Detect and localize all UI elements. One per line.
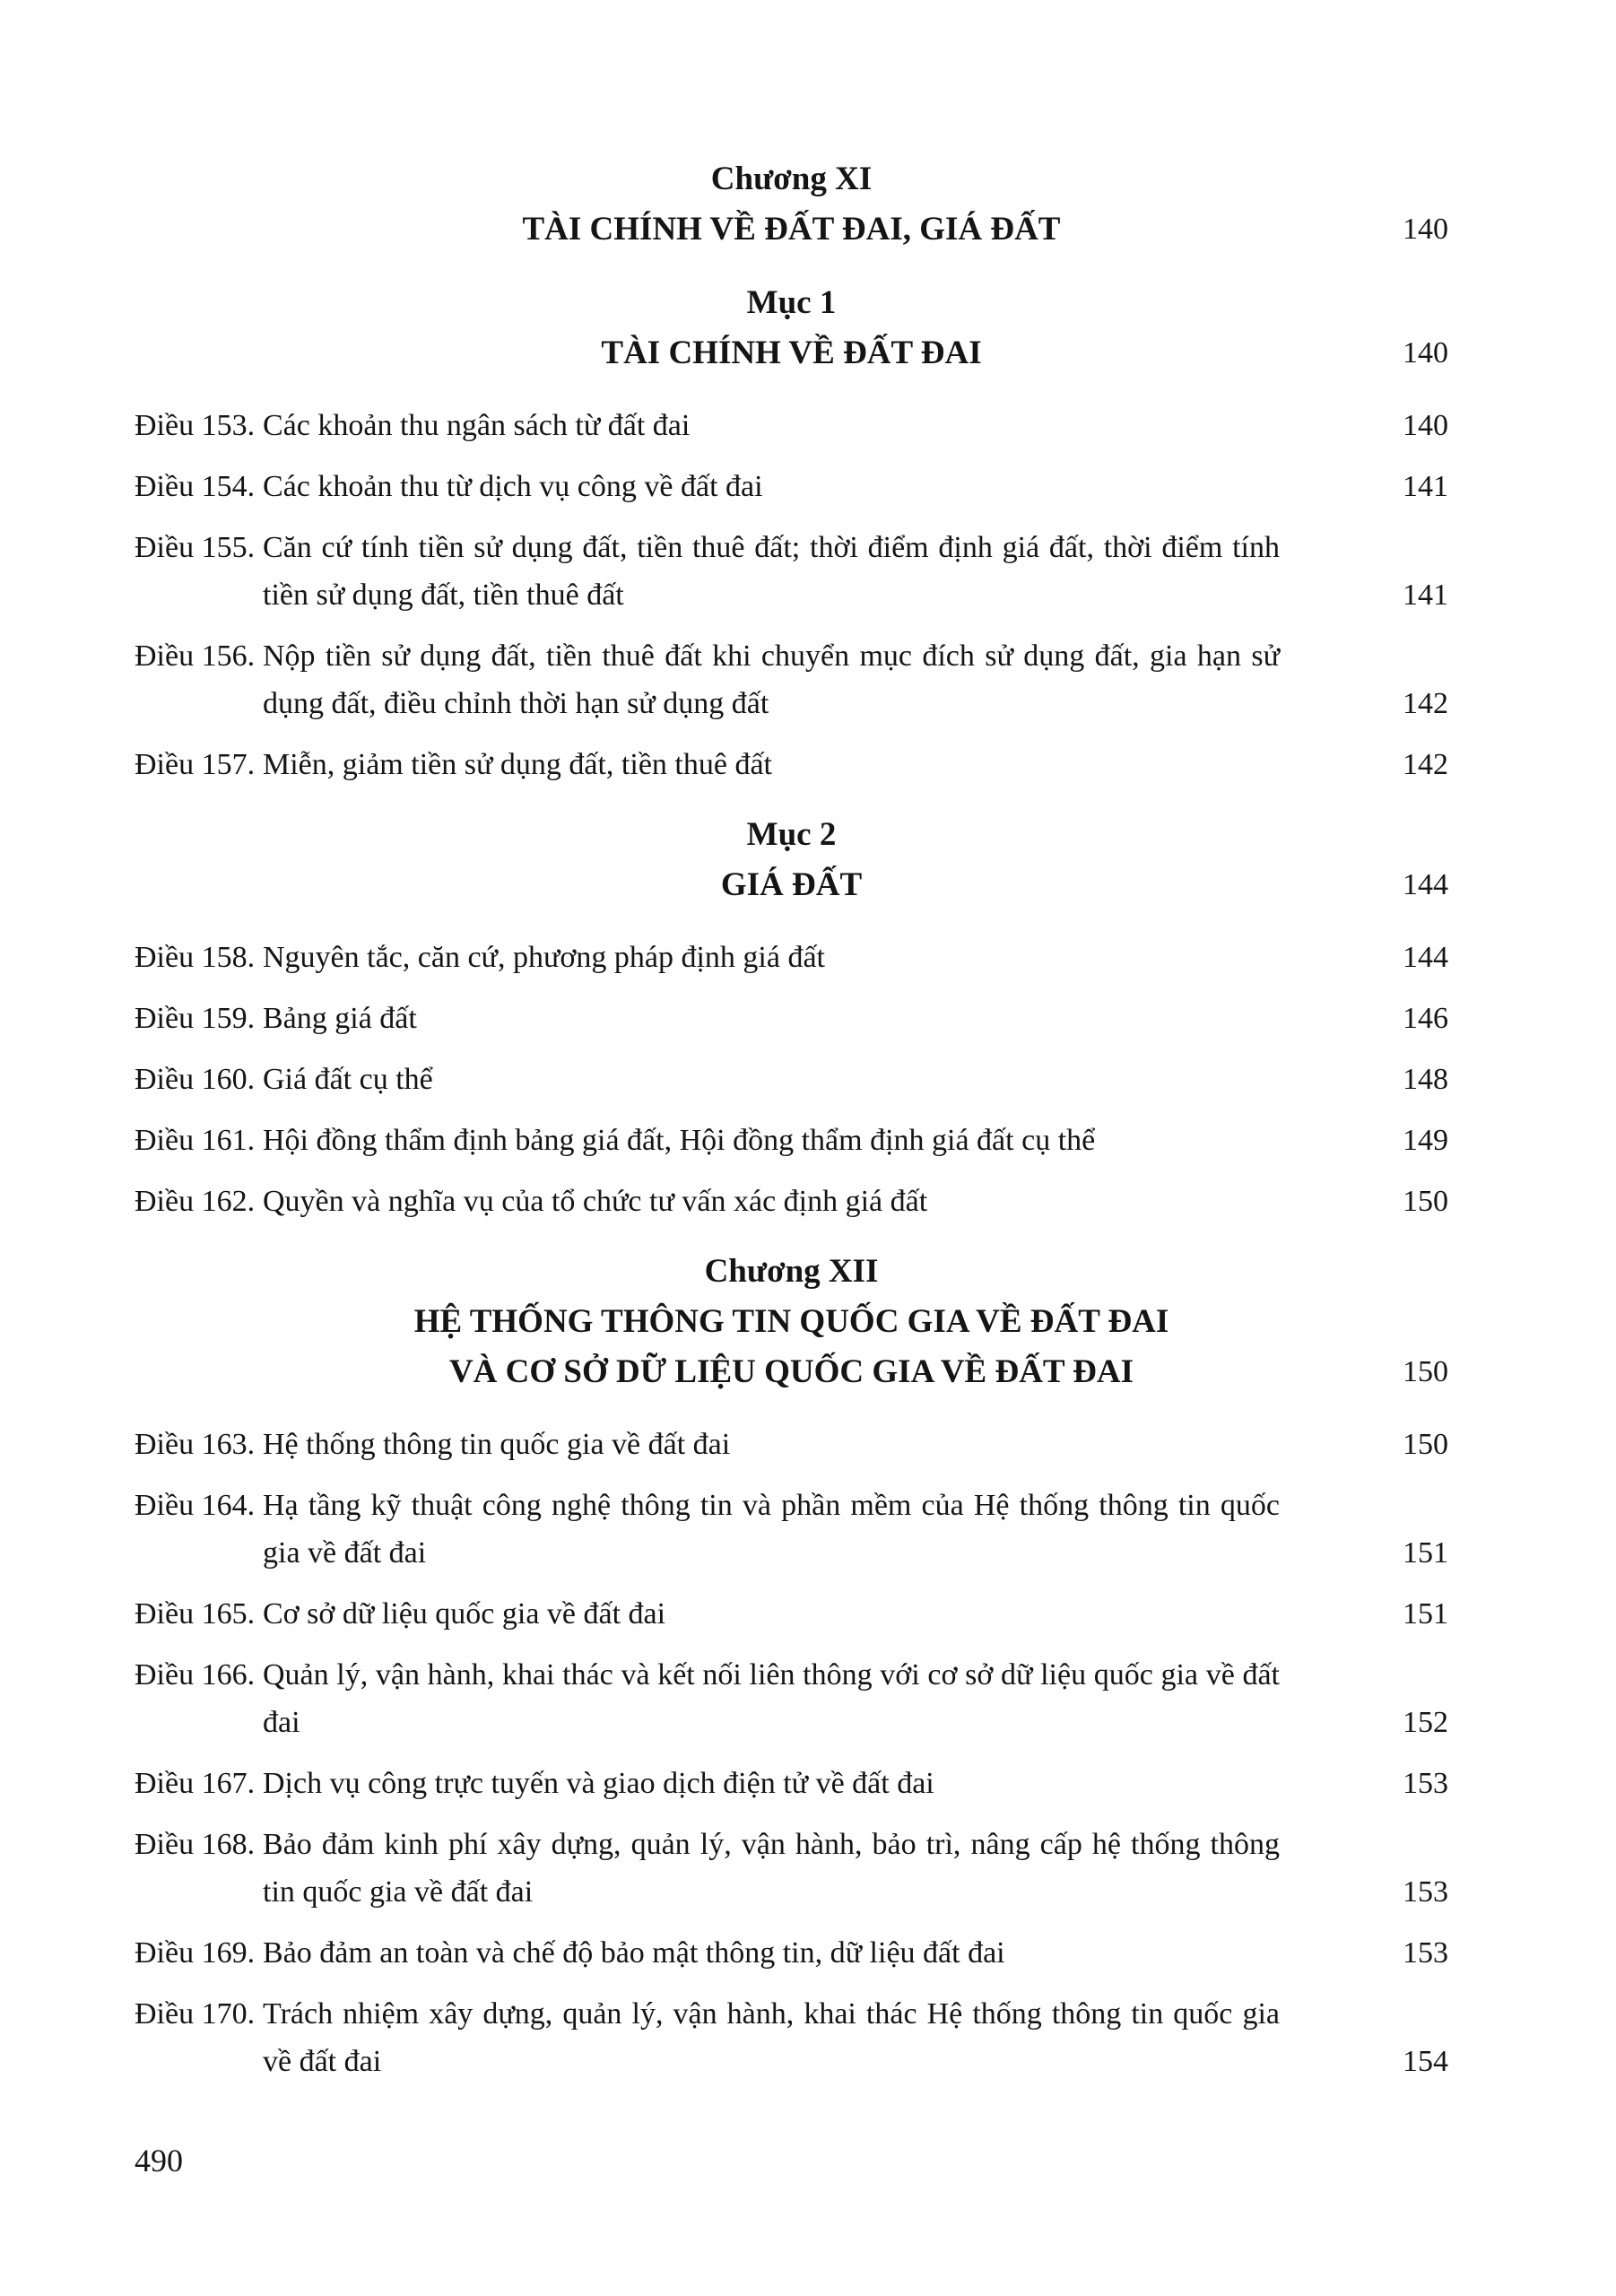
toc-entry xyxy=(135,1178,1448,1225)
toc-entry xyxy=(135,1421,1448,1468)
toc-entry xyxy=(135,741,1448,788)
article-page-number: 141 xyxy=(1403,578,1448,612)
section-title: GIÁ ĐẤT xyxy=(720,866,863,903)
article-label: Điều 155. xyxy=(135,531,256,564)
article-title: Nộp tiền sử dụng đất, tiền thuê đất khi chuyển mục đích sử dụng đất, gia hạn sử dụng đất, điều chỉnh thời hạn sử dụng đất xyxy=(263,639,1280,720)
article-label: Điều 157. xyxy=(135,748,256,781)
article-page-number: 153 xyxy=(1403,1767,1448,1800)
chapter-page-number: 150 xyxy=(1403,1355,1448,1388)
toc-entry xyxy=(135,1821,1448,1916)
chapter-title: TÀI CHÍNH VỀ ĐẤT ĐAI, GIÁ ĐẤT xyxy=(522,211,1061,248)
article-title: Nguyên tắc, căn cứ, phương pháp định giá đất xyxy=(263,941,825,974)
article-page-number: 154 xyxy=(1403,2045,1448,2078)
article-label: Điều 169. xyxy=(135,1936,256,1970)
article-page-number: 151 xyxy=(1403,1536,1448,1570)
article-title: Miễn, giảm tiền sử dụng đất, tiền thuê đất xyxy=(263,748,772,781)
article-title: Các khoản thu ngân sách từ đất đai xyxy=(263,409,691,442)
article-title: Quyền và nghĩa vụ của tổ chức tư vấn xác định giá đất xyxy=(263,1185,928,1218)
article-page-number: 151 xyxy=(1403,1597,1448,1631)
chapter-heading-xii xyxy=(135,1247,1448,1397)
toc-entry xyxy=(135,1117,1448,1164)
section-page-number: 144 xyxy=(1403,868,1448,901)
section-heading-muc-1 xyxy=(135,278,1448,378)
article-title: Hạ tầng kỹ thuật công nghệ thông tin và phần mềm của Hệ thống thông tin quốc gia về đất đai xyxy=(263,1489,1280,1570)
article-title: Hội đồng thẩm định bảng giá đất, Hội đồng thẩm định giá đất cụ thể xyxy=(263,1124,1096,1157)
toc-entry xyxy=(135,934,1448,981)
article-title: Cơ sở dữ liệu quốc gia về đất đai xyxy=(263,1597,666,1631)
article-label: Điều 166. xyxy=(135,1658,256,1692)
article-page-number: 152 xyxy=(1403,1706,1448,1739)
section-label: Mục 2 xyxy=(746,816,837,853)
article-page-number: 146 xyxy=(1403,1002,1448,1035)
toc-entry xyxy=(135,524,1448,619)
article-label: Điều 163. xyxy=(135,1428,256,1461)
article-label: Điều 153. xyxy=(135,409,256,442)
toc-entry xyxy=(135,463,1448,510)
chapter-label: Chương XI xyxy=(710,161,873,197)
toc-entry xyxy=(135,1482,1448,1577)
toc-entry xyxy=(135,402,1448,449)
article-page-number: 153 xyxy=(1403,1875,1448,1909)
article-page-number: 149 xyxy=(1403,1124,1448,1157)
article-page-number: 150 xyxy=(1403,1428,1448,1461)
article-title: Các khoản thu từ dịch vụ công về đất đai xyxy=(263,470,763,503)
chapter-title-line-2: VÀ CƠ SỞ DỮ LIỆU QUỐC GIA VỀ ĐẤT ĐAI xyxy=(448,1353,1134,1390)
article-title: Dịch vụ công trực tuyến và giao dịch điện tử về đất đai xyxy=(263,1767,934,1800)
chapter-label: Chương XII xyxy=(704,1253,879,1290)
article-label: Điều 167. xyxy=(135,1767,256,1800)
toc-entry xyxy=(135,1651,1448,1746)
article-title: Bảo đảm kinh phí xây dựng, quản lý, vận hành, bảo trì, nâng cấp hệ thống thông tin quốc gia về đất đai xyxy=(263,1828,1280,1909)
article-page-number: 141 xyxy=(1403,470,1448,503)
article-title: Quản lý, vận hành, khai thác và kết nối liên thông với cơ sở dữ liệu quốc gia về đất đai xyxy=(263,1658,1280,1739)
toc-entry xyxy=(135,1760,1448,1807)
article-label: Điều 154. xyxy=(135,470,256,503)
article-title: Bảng giá đất xyxy=(263,1002,417,1035)
toc-entry xyxy=(135,1590,1448,1638)
article-title: Bảo đảm an toàn và chế độ bảo mật thông tin, dữ liệu đất đai xyxy=(263,1936,1005,1970)
book-page-number: 490 xyxy=(135,2143,183,2179)
article-page-number: 142 xyxy=(1403,687,1448,720)
article-label: Điều 161. xyxy=(135,1124,256,1157)
section-heading-muc-2 xyxy=(135,810,1448,910)
toc-entry xyxy=(135,632,1448,727)
article-page-number: 144 xyxy=(1403,941,1448,974)
chapter-title-line-1: HỆ THỐNG THÔNG TIN QUỐC GIA VỀ ĐẤT ĐAI xyxy=(413,1303,1169,1340)
toc-entry xyxy=(135,1929,1448,1977)
article-label: Điều 170. xyxy=(135,1997,256,2031)
article-label: Điều 164. xyxy=(135,1489,256,1522)
toc-entry xyxy=(135,1990,1448,2085)
article-title: Hệ thống thông tin quốc gia về đất đai xyxy=(263,1428,731,1461)
article-page-number: 150 xyxy=(1403,1185,1448,1218)
section-label: Mục 1 xyxy=(746,284,837,321)
article-label: Điều 168. xyxy=(135,1828,256,1861)
article-page-number: 140 xyxy=(1403,409,1448,442)
section-page-number: 140 xyxy=(1403,336,1448,370)
article-label: Điều 162. xyxy=(135,1185,256,1218)
article-page-number: 142 xyxy=(1403,748,1448,781)
article-label: Điều 159. xyxy=(135,1002,256,1035)
article-label: Điều 160. xyxy=(135,1063,256,1096)
section-title: TÀI CHÍNH VỀ ĐẤT ĐAI xyxy=(601,335,982,371)
article-page-number: 148 xyxy=(1403,1063,1448,1096)
article-page-number: 153 xyxy=(1403,1936,1448,1970)
article-label: Điều 158. xyxy=(135,941,256,974)
chapter-page-number: 140 xyxy=(1403,213,1448,246)
toc-entry xyxy=(135,1056,1448,1103)
article-label: Điều 156. xyxy=(135,639,256,673)
article-title: Giá đất cụ thể xyxy=(263,1063,433,1096)
article-title: Căn cứ tính tiền sử dụng đất, tiền thuê đất; thời điểm định giá đất, thời điểm tính tiền sử dụng đất, tiền thuê đất xyxy=(263,531,1280,612)
chapter-heading-xi xyxy=(135,154,1448,255)
toc-entry xyxy=(135,995,1448,1042)
article-label: Điều 165. xyxy=(135,1597,256,1631)
article-title: Trách nhiệm xây dựng, quản lý, vận hành, khai thác Hệ thống thông tin quốc gia về đất đai xyxy=(263,1997,1280,2078)
